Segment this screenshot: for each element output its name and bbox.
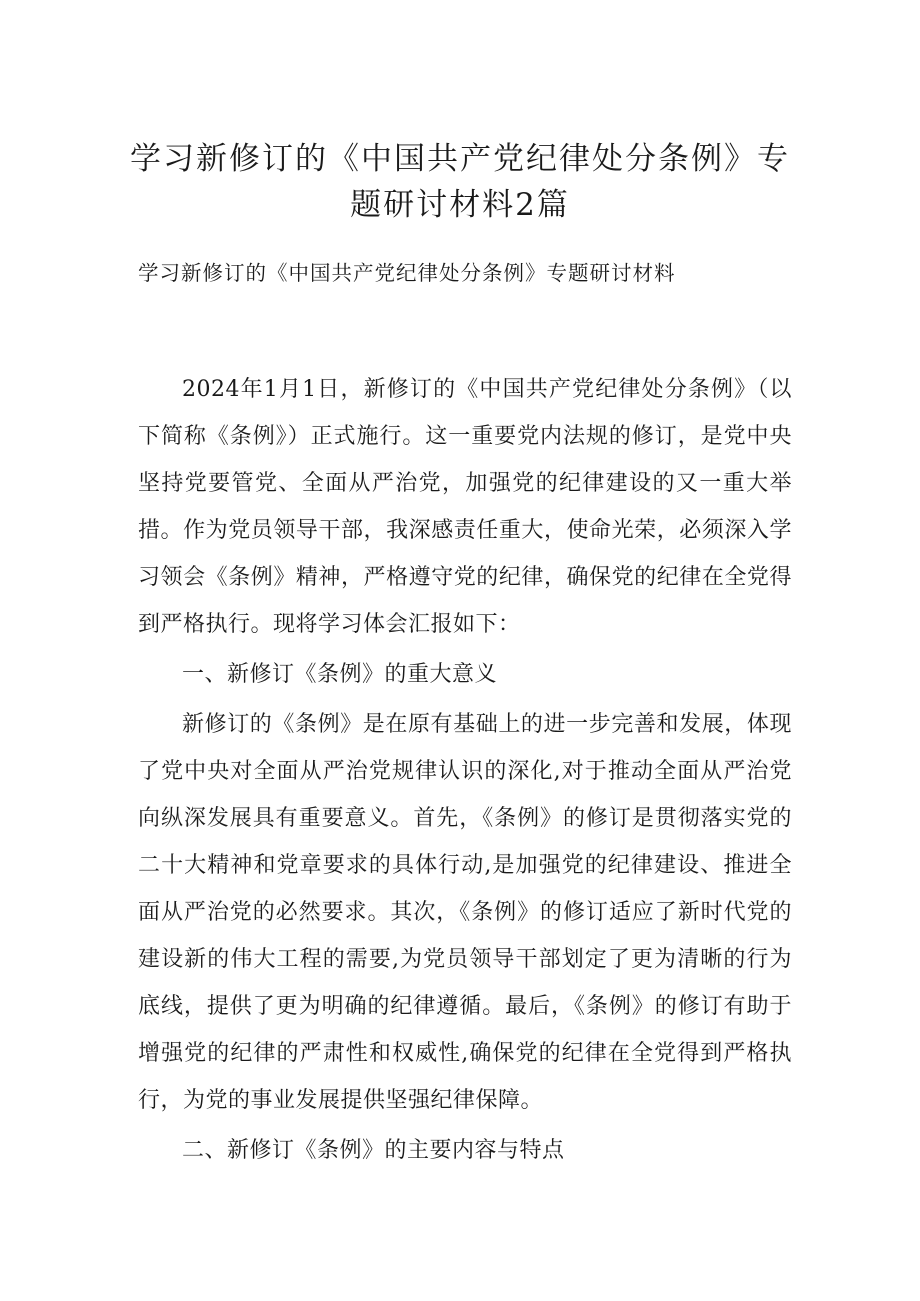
document-body bbox=[138, 366, 792, 1177]
paragraph-intro: 2024年1月1日，新修订的《中国共产党纪律处分条例》（以下简称《条例》）正式施行。这一重要党内法规的修订，是党中央坚持党要管党、全面从严治党，加强党的纪律建设的又一重大举措。作为党员领导干部，我深感责任重大，使命光荣，必须深入学习领会《条例》精神，严格遵守党的纪律，确保党的纪律在全党得到严格执行。现将学习体会汇报如下： bbox=[138, 377, 792, 637]
section-heading-2: 二、新修订《条例》的主要内容与特点 bbox=[182, 1138, 565, 1163]
paragraph-significance: 新修订的《条例》是在原有基础上的进一步完善和发展，体现了党中央对全面从严治党规律认识的深化,对于推动全面从严治党向纵深发展具有重要意义。首先，《条例》的修订是贯彻落实党的二十大精神和党章要求的具体行动,是加强党的纪律建设、推进全面从严治党的必然要求。其次，《条例》的修订适应了新时代党的建设新的伟大工程的需要,为党员领导干部划定了更为清晰的行为底线，提供了更为明确的纪律遵循。最后，《条例》的修订有助于增强党的纪律的严肃性和权威性,确保党的纪律在全党得到严格执行，为党的事业发展提供坚强纪律保障。 bbox=[138, 712, 792, 1113]
document-title: 学习新修订的《中国共产党纪律处分条例》专题研讨材料2篇 bbox=[130, 141, 790, 223]
section-heading-1: 一、新修订《条例》的重大意义 bbox=[182, 662, 498, 687]
document-subtitle: 学习新修订的《中国共产党纪律处分条例》专题研讨材料 bbox=[138, 261, 676, 285]
